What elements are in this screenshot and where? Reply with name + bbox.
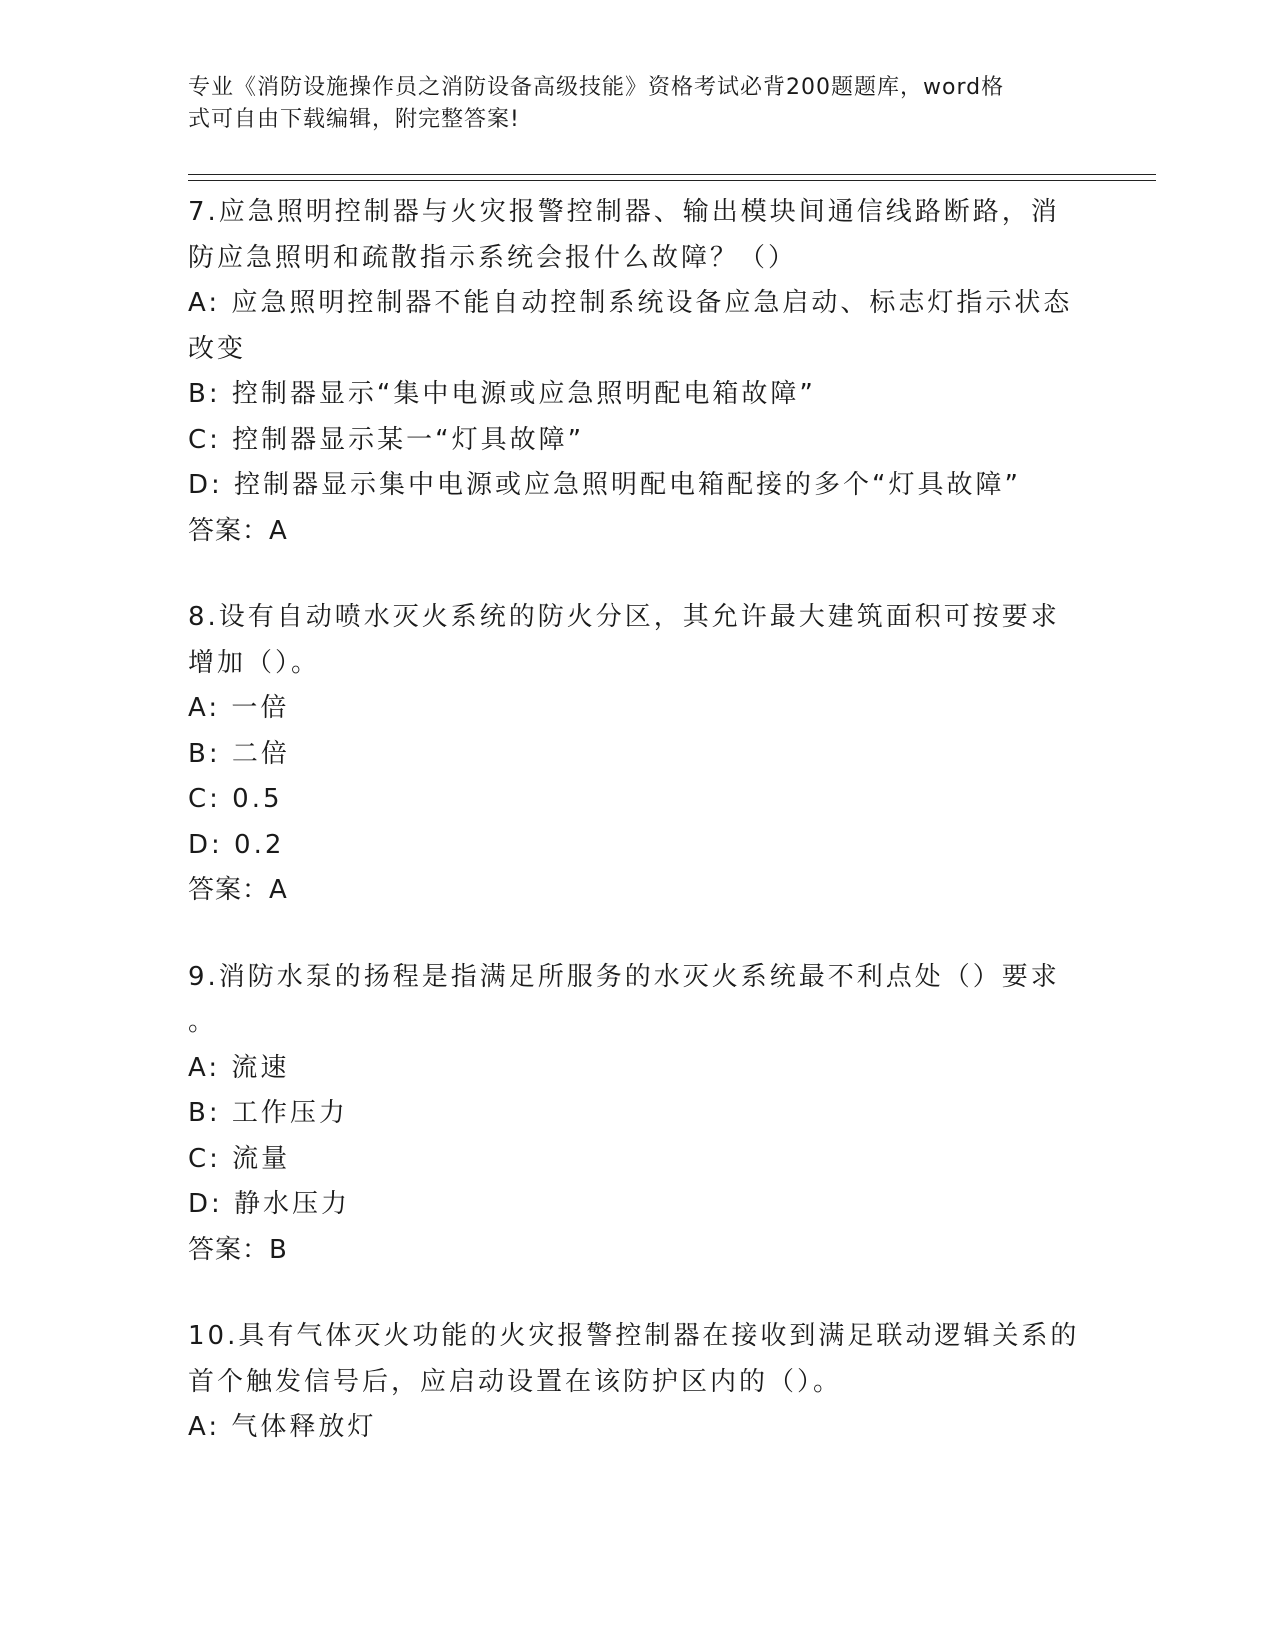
option-c: C: 0.5 xyxy=(188,784,283,814)
option-b: B: 工作压力 xyxy=(188,1098,348,1128)
header-line-1: 专业《消防设施操作员之消防设备高级技能》资格考试必背200题题库，word格 xyxy=(188,75,1005,100)
question-7 xyxy=(188,190,1088,554)
question-text-line: 。 xyxy=(188,1007,218,1037)
question-list xyxy=(188,190,1088,1451)
header-divider-top xyxy=(188,174,1156,175)
question-gap xyxy=(188,914,1088,955)
header-line-2: 式可自由下载编辑，附完整答案! xyxy=(188,107,520,132)
answer: 答案：A xyxy=(188,515,288,546)
question-text-line: 10.具有气体灭火功能的火灾报警控制器在接收到满足联动逻辑关系的 xyxy=(188,1321,1080,1351)
option-d: D: 0.2 xyxy=(188,829,285,860)
question-gap xyxy=(188,1273,1088,1314)
header-divider-bottom xyxy=(188,180,1156,181)
question-9 xyxy=(188,955,1088,1274)
question-text-line: 增加（）。 xyxy=(188,647,321,678)
question-10 xyxy=(188,1314,1088,1451)
answer: 答案：A xyxy=(188,875,288,905)
option-a: A: 气体释放灯 xyxy=(188,1412,377,1442)
option-a: A: 一倍 xyxy=(188,693,290,723)
question-text-line: 8.设有自动喷水灭火系统的防火分区，其允许最大建筑面积可按要求 xyxy=(188,602,1060,632)
option-d: D: 控制器显示集中电源或应急照明配电箱配接的多个“灯具故障” xyxy=(188,470,1021,500)
question-gap xyxy=(188,554,1088,595)
question-8 xyxy=(188,595,1088,914)
question-text-line: 首个触发信号后，应启动设置在该防护区内的（）。 xyxy=(188,1366,843,1397)
question-text-line: 7.应急照明控制器与火灾报警控制器、输出模块间通信线路断路，消 xyxy=(188,197,1060,227)
option-a: A: 流速 xyxy=(188,1052,290,1083)
question-text-line: 防应急照明和疏散指示系统会报什么故障？（） xyxy=(188,242,798,273)
option-c: C: 流量 xyxy=(188,1143,291,1174)
option-a-continued: 改变 xyxy=(188,333,247,364)
option-c: C: 控制器显示某一“灯具故障” xyxy=(188,424,585,455)
option-d: D: 静水压力 xyxy=(188,1189,351,1219)
option-b: B: 二倍 xyxy=(188,738,290,769)
question-text-line: 9.消防水泵的扬程是指满足所服务的水灭火系统最不利点处（）要求 xyxy=(188,961,1060,992)
answer: 答案：B xyxy=(188,1234,288,1265)
document-header xyxy=(188,72,1068,136)
option-a: A: 应急照明控制器不能自动控制系统设备应急启动、标志灯指示状态 xyxy=(188,288,1073,318)
option-b: B: 控制器显示“集中电源或应急照明配电箱故障” xyxy=(188,379,816,409)
